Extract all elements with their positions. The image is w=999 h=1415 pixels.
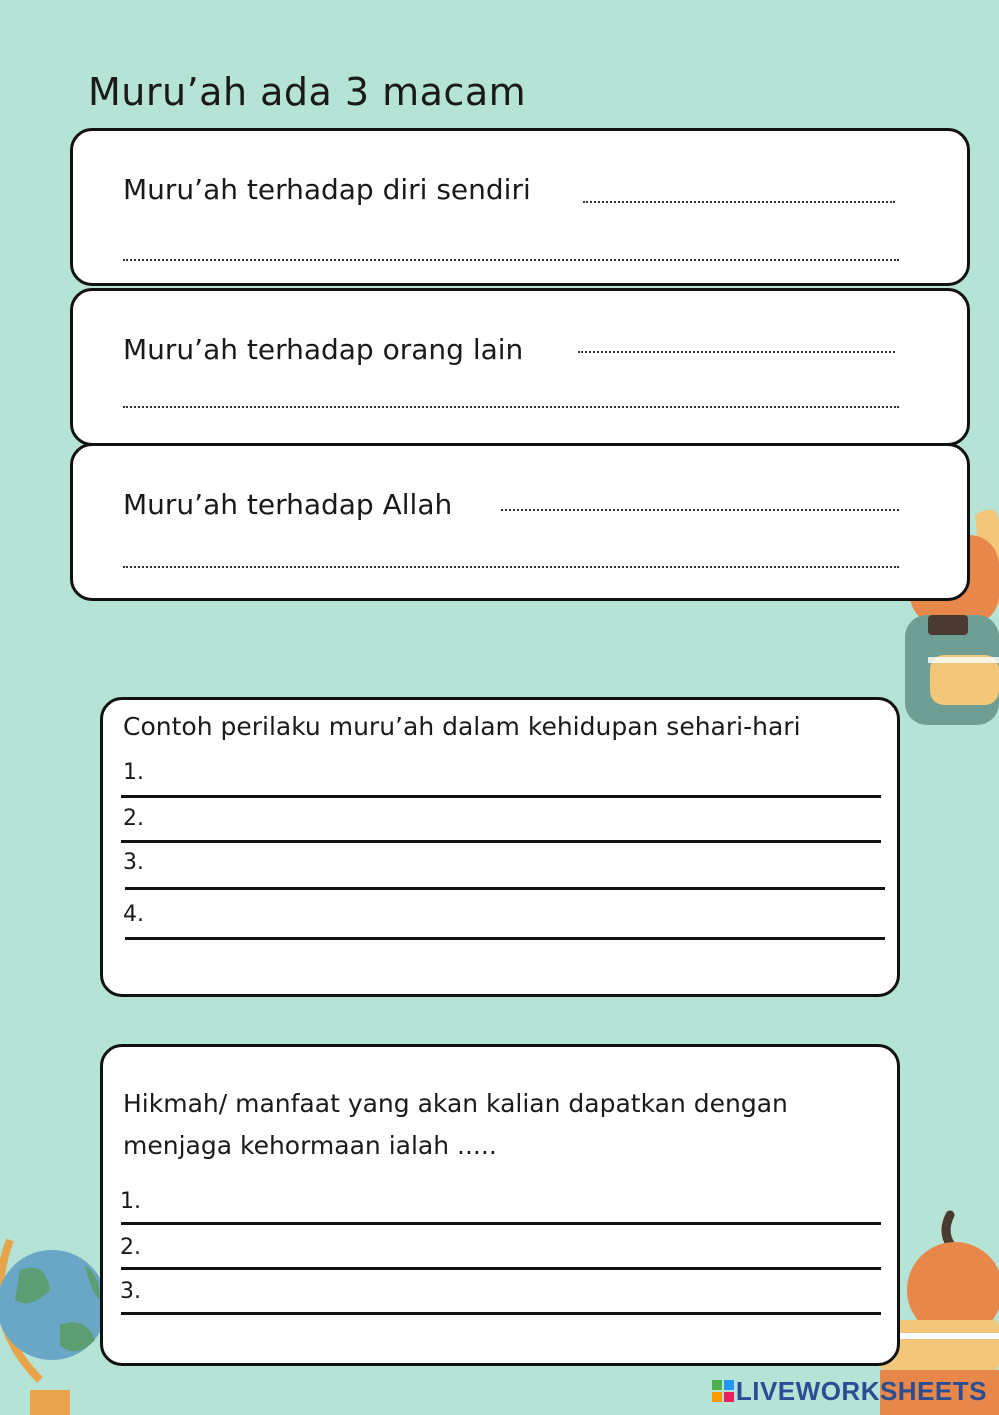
kind-label: Muru’ah terhadap diri sendiri <box>123 173 531 206</box>
answer-line <box>121 1312 881 1315</box>
answer-field-others-1[interactable] <box>578 329 895 353</box>
example-number: 2. <box>123 806 144 831</box>
answer-line <box>121 1267 881 1270</box>
example-answer-4[interactable] <box>158 904 858 932</box>
globe-icon <box>0 1230 110 1415</box>
answer-dots <box>123 566 899 568</box>
examples-heading: Contoh perilaku muru’ah dalam kehidupan sehari-hari <box>123 712 801 741</box>
answer-line <box>121 1222 881 1225</box>
example-answer-1[interactable] <box>158 762 858 790</box>
wisdom-answer-3[interactable] <box>155 1281 855 1309</box>
answer-field-self-1[interactable] <box>583 179 895 203</box>
kind-label: Muru’ah terhadap Allah <box>123 488 453 521</box>
answer-line <box>125 937 885 940</box>
answer-field-allah-2[interactable] <box>123 542 899 566</box>
answer-line <box>125 887 885 890</box>
wisdom-heading-line1: Hikmah/ manfaat yang akan kalian dapatkan dengan <box>123 1089 788 1118</box>
answer-field-self-2[interactable] <box>123 235 899 259</box>
examples-box <box>100 697 900 997</box>
page-title: Muru’ah ada 3 macam <box>88 70 527 114</box>
kind-box-allah <box>70 443 970 601</box>
answer-line <box>121 795 881 798</box>
liveworksheets-logo-icon <box>712 1380 734 1402</box>
kind-box-others <box>70 288 970 446</box>
wisdom-number: 1. <box>120 1189 141 1214</box>
example-number: 3. <box>123 850 144 875</box>
wisdom-heading-line2: menjaga kehormaan ialah ..... <box>123 1131 497 1160</box>
answer-field-allah-1[interactable] <box>501 486 899 510</box>
brand-name: LIVEWORKSHEETS <box>735 1376 987 1406</box>
wisdom-answer-1[interactable] <box>155 1191 855 1219</box>
wisdom-number: 3. <box>120 1279 141 1304</box>
kind-label: Muru’ah terhadap orang lain <box>123 333 524 366</box>
wisdom-number: 2. <box>120 1235 141 1260</box>
wisdom-box <box>100 1044 900 1366</box>
answer-dots <box>123 406 899 408</box>
example-answer-3[interactable] <box>158 852 858 880</box>
example-number: 4. <box>123 902 144 927</box>
brand-logo[interactable] <box>712 1376 987 1407</box>
wisdom-answer-2[interactable] <box>155 1237 855 1265</box>
kind-box-self <box>70 128 970 286</box>
example-answer-2[interactable] <box>158 808 858 836</box>
example-number: 1. <box>123 760 144 785</box>
answer-dots <box>123 259 899 261</box>
answer-field-others-2[interactable] <box>123 382 899 406</box>
answer-line <box>121 840 881 843</box>
